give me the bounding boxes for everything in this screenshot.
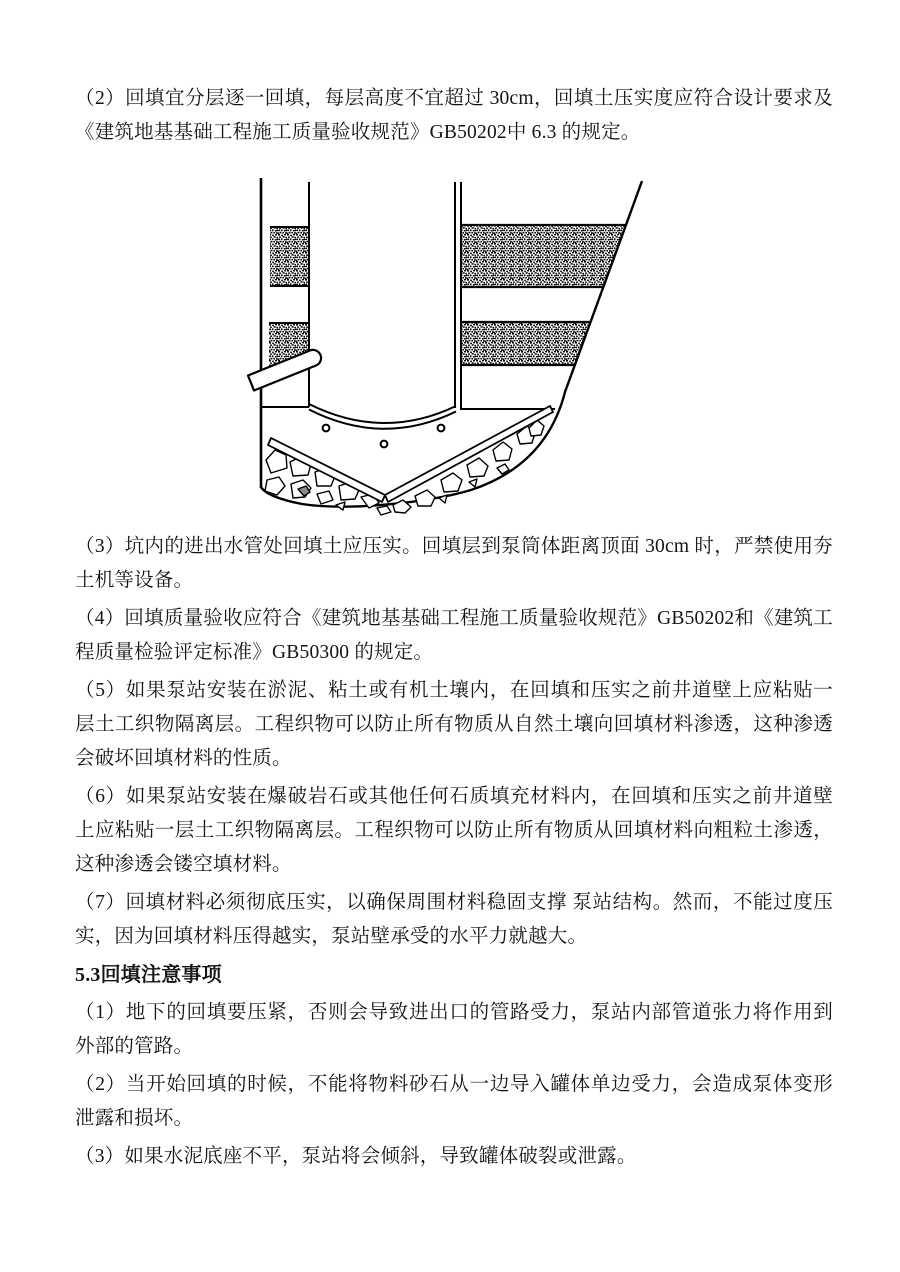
paragraph-backfill-layering: （2）回填宜分层逐一回填，每层高度不宜超过 30cm，回填土压实度应符合设计要求及《建筑地基基础工程施工质量验收规范》GB50202中 6.3 的规定。 [75, 88, 833, 143]
figure-pump-station-backfill-section [244, 166, 664, 518]
note-uneven-base: （3）如果水泥底座不平，泵站将会倾斜，导致罐体破裂或泄露。 [75, 1146, 637, 1167]
tank-dish-bottom [309, 404, 456, 447]
note-single-side-loading: （2）当开始回填的时候，不能将物料砂石从一边导入罐体单边受力，会造成泵体变形泄露和损坏。 [75, 1074, 833, 1129]
paragraph-compaction-balance: （7）回填材料必须彻底压实，以确保周围材料稳固支撑 泵站结构。然而，不能过度压实，因为回填材料压得越实，泵站壁承受的水平力就越大。 [75, 892, 833, 947]
backfill-hatch-layers [269, 225, 626, 366]
paragraph-pipe-compaction: （3）坑内的进出水管处回填土应压实。回填层到泵筒体距离顶面 30cm 时，严禁使用夯土机等设备。 [75, 536, 833, 591]
paragraph-rock-geotextile: （6）如果泵站安装在爆破岩石或其他任何石质填充材料内，在回填和压实之前井道壁上应粘贴一层土工织物隔离层。工程织物可以防止所有物质从回填材料向粗粒土渗透，这种渗透会镂空填材料。 [75, 786, 833, 875]
dish-bolt [438, 425, 445, 432]
note-underground-compaction: （1）地下的回填要压紧，否则会导致进出口的管路受力，泵站内部管道张力将作用到外部的管路。 [75, 1002, 833, 1057]
dish-bolt [323, 425, 330, 432]
gravel-bed-top-lines [261, 407, 555, 409]
paragraph-acceptance-standards: （4）回填质量验收应符合《建筑地基基础工程施工质量验收规范》GB50202和《建筑工程质量检验评定标准》GB50300 的规定。 [75, 608, 833, 663]
dish-bolt [381, 441, 388, 448]
section-heading-5-3: 5.3回填注意事项 [75, 964, 222, 986]
paragraph-silt-geotextile: （5）如果泵站安装在淤泥、粘土或有机土壤内，在回填和压实之前井道壁上应粘贴一层土工织物隔离层。工程织物可以防止所有物质从自然土壤向回填材料渗透，这种渗透会破坏回填材料的性质。 [75, 680, 833, 769]
backfill-section-drawing [244, 166, 664, 518]
